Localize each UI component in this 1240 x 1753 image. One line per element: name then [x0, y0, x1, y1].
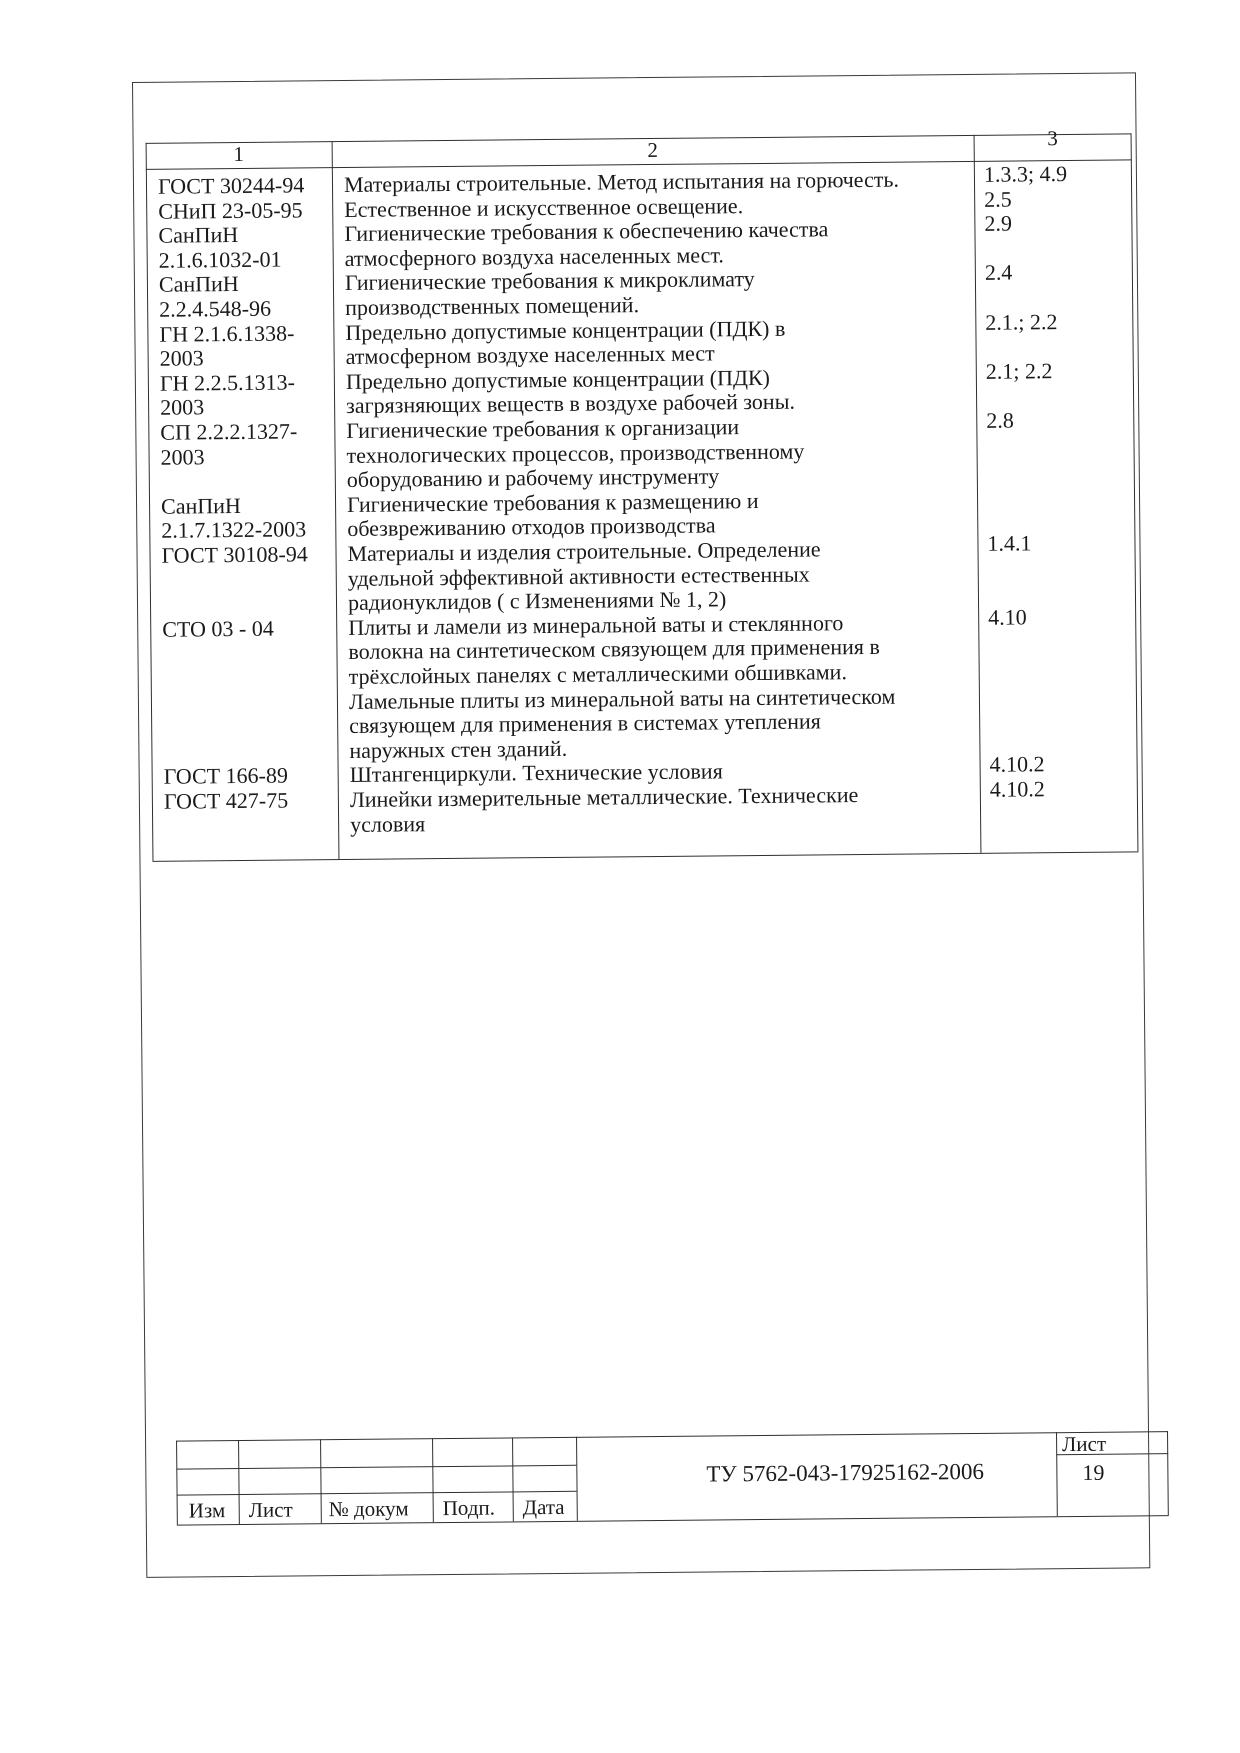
- title-line-16: удельной эффективной активности естественных: [347, 561, 810, 591]
- title-block: [176, 1431, 1169, 1525]
- designation-line-1: СНиП 23-05-95: [158, 196, 303, 224]
- title-line-21: Ламельные плиты из минеральной ваты на синтетическом: [348, 683, 896, 714]
- designation-line-2: СанПиН: [158, 222, 239, 248]
- stamp-label-date: Дата: [522, 1494, 565, 1520]
- designation-line-14: 2.1.7.1322-2003: [161, 516, 307, 544]
- designation-line-11: 2003: [160, 443, 205, 470]
- clause-ref-2: 2.9: [984, 210, 1013, 237]
- designation-line-10: СП 2.2.2.1327-: [160, 418, 298, 445]
- designation-line-8: ГН 2.2.5.1313-: [159, 369, 295, 396]
- clause-ref-9: 4.10.2: [989, 751, 1045, 778]
- title-line-11: технологических процессов, производственному: [346, 438, 805, 468]
- title-line-1: Естественное и искусственное освещение.: [344, 192, 744, 222]
- sheet-label: Лист: [1062, 1431, 1107, 1457]
- title-line-7: атмосферном воздухе населенных мест: [345, 340, 715, 370]
- title-line-4: Гигиенические требования к микроклимату: [344, 266, 755, 296]
- designation-line-25: ГОСТ 427-75: [163, 787, 289, 814]
- title-line-9: загрязняющих веществ в воздухе рабочей зоны.: [345, 389, 796, 419]
- designation-line-7: 2003: [159, 345, 204, 371]
- clause-ref-7: 1.4.1: [987, 530, 1032, 556]
- designation-line-13: СанПиН: [160, 492, 241, 519]
- document-code: ТУ 5762-043-17925162-2006: [706, 1458, 985, 1487]
- sheet-number: 19: [1082, 1459, 1105, 1485]
- title-line-20: трёхслойных панелях с металлическими обшивками.: [348, 659, 848, 689]
- designation-line-4: СанПиН: [158, 271, 239, 298]
- table-header-2: 2: [647, 137, 659, 163]
- title-line-15: Материалы и изделия строительные. Определение: [347, 536, 821, 566]
- title-line-25: Линейки измерительные металлические. Технические: [349, 782, 859, 812]
- clause-ref-4: 2.1.; 2.2: [985, 308, 1058, 335]
- clause-ref-3: 2.4: [984, 259, 1013, 286]
- clause-ref-10: 4.10.2: [989, 776, 1045, 802]
- designation-line-9: 2003: [160, 394, 205, 421]
- title-line-24: Штангенциркули. Технические условия: [349, 758, 723, 788]
- title-line-8: Предельно допустимые концентрации (ПДК): [345, 364, 771, 394]
- title-line-10: Гигиенические требования к организации: [346, 414, 740, 443]
- designation-line-3: 2.1.6.1032-01: [158, 246, 282, 273]
- designation-line-24: ГОСТ 166-89: [163, 762, 289, 790]
- clause-ref-1: 2.5: [984, 186, 1012, 212]
- table-header-1: 1: [233, 141, 245, 167]
- title-line-26: условия: [350, 810, 426, 837]
- designation-line-18: СТО 03 - 04: [162, 615, 274, 642]
- clause-ref-5: 2.1; 2.2: [985, 357, 1053, 384]
- title-line-18: Плиты и ламели из минеральной ваты и стеклянного: [348, 609, 844, 640]
- designation-line-0: ГОСТ 30244-94: [157, 172, 305, 199]
- stamp-label-izm: Изм: [188, 1498, 226, 1523]
- designation-line-15: ГОСТ 30108-94: [161, 541, 308, 568]
- page-frame: [132, 72, 1150, 1578]
- title-line-3: атмосферного воздуха населенных мест.: [344, 242, 724, 271]
- clause-ref-8: 4.10: [988, 604, 1027, 630]
- title-line-23: наружных стен зданий.: [349, 735, 568, 763]
- title-line-6: Предельно допустимые концентрации (ПДК) в: [345, 315, 786, 345]
- title-line-22: связующем для применения в системах утепления: [349, 708, 821, 739]
- clause-ref-6: 2.8: [986, 407, 1014, 433]
- title-line-2: Гигиенические требования к обеспечению качества: [344, 216, 829, 247]
- title-line-13: Гигиенические требования к размещению и: [346, 487, 759, 517]
- title-line-5: производственных помещений.: [345, 292, 640, 320]
- clause-ref-0: 1.3.3; 4.9: [983, 161, 1068, 187]
- title-line-0: Материалы строительные. Метод испытания на горючесть.: [343, 166, 900, 197]
- standards-table: [146, 126, 1140, 962]
- stamp-label-sign: Подп.: [442, 1495, 496, 1521]
- designation-line-6: ГН 2.1.6.1338-: [159, 320, 295, 347]
- title-line-12: оборудованию и рабочему инструменту: [346, 463, 720, 493]
- title-line-19: волокна на синтетическом связующем для применения в: [348, 634, 880, 665]
- title-line-14: обезвреживанию отходов производства: [347, 512, 716, 542]
- stamp-label-list: Лист: [248, 1497, 293, 1522]
- title-line-17: радионуклидов ( с Изменениями № 1, 2): [347, 586, 727, 616]
- designation-line-5: 2.2.4.548-96: [159, 295, 272, 322]
- stamp-label-doc: № докум: [328, 1496, 409, 1522]
- table-header-3: 3: [1047, 126, 1058, 151]
